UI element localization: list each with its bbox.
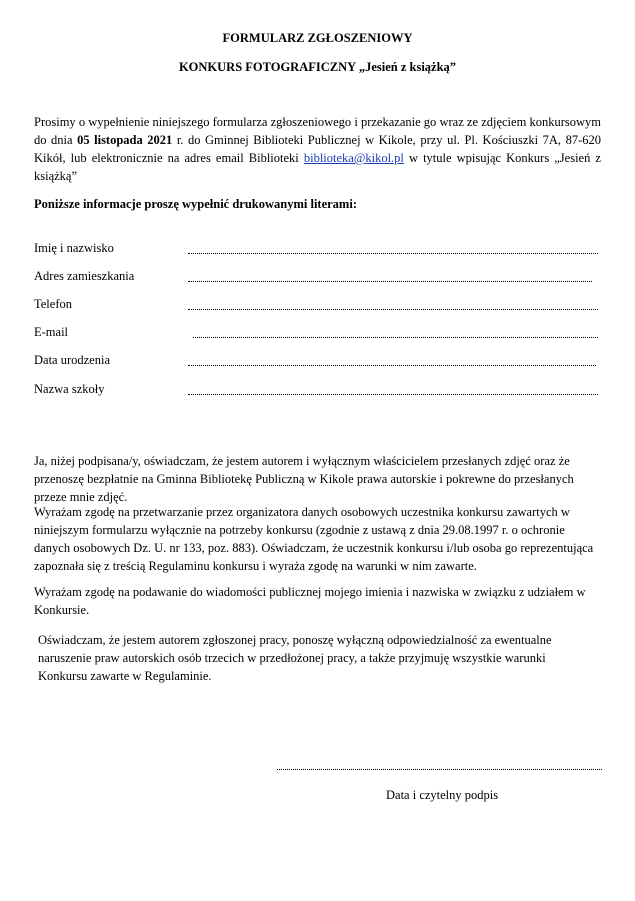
- intro-paragraph: [34, 113, 601, 185]
- field-label-phone: Telefon: [34, 297, 72, 311]
- fill-instruction: Poniższe informacje proszę wypełnić drukowanymi literami:: [34, 197, 357, 211]
- field-input-school[interactable]: [188, 393, 598, 395]
- declaration-authorship: Ja, niżej podpisana/y, oświadczam, że jestem autorem i wyłącznym właścicielem przesłanych zdjęć oraz że przenoszę bezpłatnie na Gminna Bibliotekę Publiczną w Kikole prawa autorskie i pokrewne do przesłanych przeze mnie zdjęć.: [34, 454, 574, 504]
- field-label-name: Imię i nazwisko: [34, 241, 114, 255]
- declaration-publication-consent: Wyrażam zgodę na podawanie do wiadomości publicznej mojego imienia i nazwiska w związku z udziałem w Konkursie.: [34, 585, 586, 617]
- signature-label: Data i czytelny podpis: [386, 788, 499, 802]
- field-input-email[interactable]: [193, 336, 598, 338]
- field-input-phone[interactable]: [188, 308, 598, 310]
- contest-subtitle: KONKURS FOTOGRAFICZNY „Jesień z książką”: [178, 60, 457, 74]
- field-input-address[interactable]: [188, 280, 592, 282]
- field-label-birthdate: Data urodzenia: [34, 353, 111, 367]
- field-label-address: Adres zamieszkania: [34, 269, 135, 283]
- intro-text-2: r. do Gminnej Biblioteki Publicznej w Kikole, przy ul. Pl. Kościuszki 7A, 87-620 Kikół, lub elektronicznie na adres email Biblioteki: [34, 133, 601, 165]
- field-input-birthdate[interactable]: [188, 364, 596, 366]
- deadline-date: 05 listopada 2021: [77, 133, 173, 147]
- declaration-data-processing: Wyrażam zgodę na przetwarzanie przez organizatora danych osobowych uczestnika konkursu zawartych w niniejszym formularzu wyłącznie na potrzeby konkursu (zgodnie z ustawą z dnia 29.08.1997 r. o ochronie danych osobowych Dz. U. nr 133, poz. 883). Oświadczam, że uczestnik konkursu i/lub osoba go reprezentująca zapoznała się z treścią Regulaminu konkursu i wyraża zgodę na warunki w nim zawarte.: [34, 505, 594, 573]
- field-input-name[interactable]: [188, 252, 598, 254]
- signature-line[interactable]: [277, 768, 602, 770]
- email-link[interactable]: biblioteka@kikol.pl: [303, 151, 404, 165]
- form-title: FORMULARZ ZGŁOSZENIOWY: [222, 31, 413, 45]
- intro-text-3: w tytule wpisując Konkurs „Jesień z książką”: [34, 151, 601, 183]
- field-label-school: Nazwa szkoły: [34, 382, 105, 396]
- declaration-liability: Oświadczam, że jestem autorem zgłoszonej pracy, ponoszę wyłączną odpowiedzialność za ewentualne naruszenie praw autorskich osób trzecich w przedłożonej pracy, a także przyjmuję wszystkie warunki Konkursu zawarte w Regulaminie.: [38, 633, 552, 683]
- field-label-email: E-mail: [34, 325, 69, 339]
- intro-text-1: Prosimy o wypełnienie niniejszego formularza zgłoszeniowego i przekazanie go wraz ze zdjęciem konkursowym do dnia: [34, 115, 601, 147]
